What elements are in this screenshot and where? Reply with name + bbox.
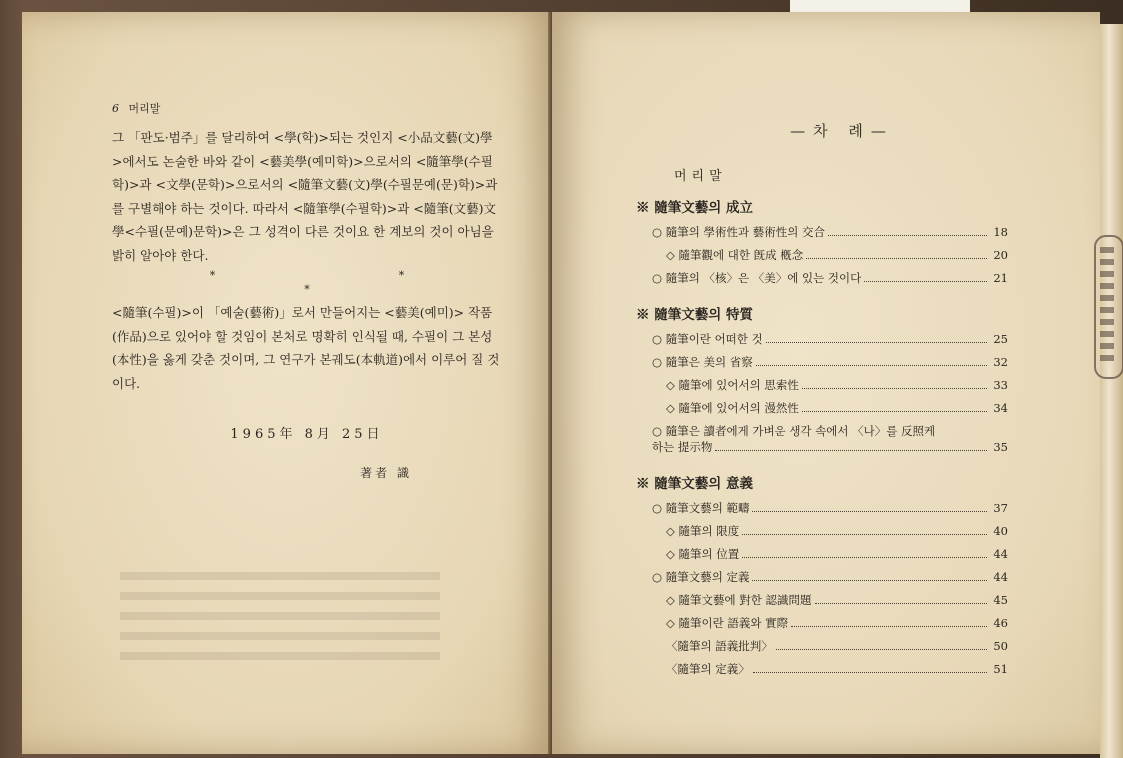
toc-entry-text: 隨筆文藝의 定義 — [665, 570, 750, 584]
toc-title: —차 례— — [790, 122, 894, 140]
toc-entry-label — [652, 500, 749, 516]
toc-page-number: 18 — [993, 225, 1008, 239]
dot-leader — [802, 388, 987, 389]
toc-entry-text: 隨筆이란 語義와 實際 — [678, 616, 789, 630]
bullet-marker: ◇ — [666, 378, 675, 392]
toc-entry-label — [652, 569, 749, 585]
section-separator: * * * — [209, 269, 495, 296]
dot-leader — [776, 649, 987, 650]
toc-entry-label — [666, 523, 739, 539]
dot-leader — [802, 411, 987, 412]
toc-entry-label — [652, 270, 861, 286]
toc-entry[interactable] — [636, 615, 1008, 638]
toc-page-number: 40 — [993, 524, 1008, 538]
toc-entry-text: 隨筆觀에 대한 旣成 槪念 — [678, 248, 804, 262]
toc-entry-text: 隨筆의 限度 — [678, 524, 740, 538]
toc-page-number: 21 — [993, 271, 1008, 285]
page-number: 6 — [112, 102, 119, 115]
toc-page-number: 44 — [993, 570, 1008, 584]
toc-entry-text: 〈隨筆의 語義批判〉 — [666, 639, 773, 653]
toc-section-heading: ※ 隨筆文藝의 特質 — [636, 307, 753, 323]
left-page-text — [112, 100, 502, 481]
table-of-contents — [636, 120, 1008, 684]
toc-entry-text: 隨筆의 學術性과 藝術性의 交合 — [665, 225, 825, 239]
toc-sections — [636, 196, 1008, 684]
running-head: 머리말 — [128, 102, 161, 115]
dot-leader — [752, 511, 987, 512]
bullet-marker: ◇ — [666, 401, 675, 415]
bullet-marker: ◇ — [666, 524, 675, 538]
dot-leader — [756, 365, 987, 366]
toc-entry[interactable] — [636, 270, 1008, 293]
toc-entry-text: 隨筆文藝의 範疇 — [665, 501, 750, 515]
dot-leader — [742, 534, 987, 535]
toc-section-heading: ※ 隨筆文藝의 成立 — [636, 200, 753, 216]
bullet-marker: ○ — [652, 501, 663, 515]
toc-entry[interactable] — [636, 661, 1008, 684]
bullet-marker: ◇ — [666, 547, 675, 561]
toc-entry[interactable] — [636, 400, 1008, 423]
toc-entry-text: 〈隨筆의 定義〉 — [666, 662, 750, 676]
toc-entry-text: 隨筆은 讀者에게 가벼운 생각 속에서 〈나〉를 反照케 — [665, 424, 936, 438]
toc-entry-label — [652, 354, 753, 370]
toc-page-number: 25 — [993, 332, 1008, 346]
paragraph-1: 그 「판도·범주」를 달리하여 <學(학)>되는 것인지 <小品文藝(文)學>에서도 논술한 바와 같이 <藝美學(예미학)>으로서의 <隨筆學(수필학)>과 <文學(문학)>으로서의 <隨筆文藝(文)學(수필문예(문)학)>과를 구별해야 하는 것이다. 따라서 <隨筆學(수필학)>과 <隨筆(文藝)文學<수필(문예)문학)>은 그 성격이 다른 것이요 한 계보의 것이 아님을 밝히 알아야 한다. — [112, 130, 498, 263]
bullet-marker: ○ — [652, 570, 663, 584]
toc-entry-label — [652, 331, 763, 347]
toc-entry[interactable] — [636, 638, 1008, 661]
dot-leader — [791, 626, 987, 627]
toc-page-number: 51 — [993, 662, 1008, 676]
running-header — [112, 100, 502, 116]
toc-entry[interactable] — [636, 331, 1008, 354]
toc-page-number: 50 — [993, 639, 1008, 653]
toc-entry-text: 隨筆文藝에 對한 認識問題 — [678, 593, 812, 607]
toc-entry[interactable] — [636, 377, 1008, 400]
paragraph-2: <隨筆(수필)>이 「예술(藝術)」로서 만들어지는 <藝美(예미)> 작품(作品)으로 있어야 할 것임이 본처로 명확히 인식될 때, 수필이 그 본성(本性)을 옳게 갖춘 것이며, 그 연구가 본궤도(本軌道)에서 이루어 질 것이다. — [112, 305, 500, 391]
dot-leader — [766, 342, 987, 343]
toc-page-number: 20 — [993, 248, 1008, 262]
toc-page-number: 34 — [993, 401, 1008, 415]
toc-entry-label — [652, 224, 825, 240]
bullet-marker: ○ — [652, 225, 663, 239]
preface-date: 1965年 8月 25日 — [230, 427, 384, 442]
toc-entry-label — [666, 546, 739, 562]
dot-leader — [864, 281, 987, 282]
bullet-marker: ○ — [652, 271, 663, 285]
bullet-marker: ◇ — [666, 248, 675, 262]
toc-entry[interactable] — [636, 439, 1008, 462]
bullet-marker: ◇ — [666, 616, 675, 630]
toc-entry-text: 隨筆에 있어서의 漫然性 — [678, 401, 799, 415]
library-stamp-icon — [1094, 235, 1123, 379]
toc-entry-list — [636, 224, 1008, 293]
toc-page-number: 37 — [993, 501, 1008, 515]
toc-page-number: 44 — [993, 547, 1008, 561]
toc-entry-text: 隨筆이란 어떠한 것 — [665, 332, 763, 346]
toc-entry-line — [636, 423, 1008, 439]
toc-entry-text: 隨筆은 美의 省察 — [665, 355, 753, 369]
dot-leader — [806, 258, 987, 259]
toc-entry[interactable] — [636, 523, 1008, 546]
toc-entry[interactable] — [636, 354, 1008, 377]
bleed-through-shadow — [120, 560, 440, 680]
toc-entry-list — [636, 500, 1008, 684]
toc-entry-list — [636, 331, 1008, 462]
bullet-marker: ○ — [652, 332, 663, 346]
bullet-marker: ○ — [652, 424, 663, 438]
toc-entry-text: 隨筆에 있어서의 思索性 — [678, 378, 799, 392]
toc-entry-label — [666, 592, 812, 608]
toc-entry-label — [666, 638, 773, 654]
toc-preface: 머리말 — [674, 169, 727, 184]
dot-leader — [828, 235, 987, 236]
toc-entry[interactable] — [636, 500, 1008, 523]
dot-leader — [815, 603, 987, 604]
toc-entry-label — [666, 661, 750, 677]
toc-entry[interactable] — [636, 569, 1008, 592]
toc-page-number: 33 — [993, 378, 1008, 392]
bullet-marker: ○ — [652, 355, 663, 369]
toc-section-heading: ※ 隨筆文藝의 意義 — [636, 476, 753, 492]
toc-page-number: 46 — [993, 616, 1008, 630]
toc-entry-text: 隨筆의 〈核〉은 〈美〉에 있는 것이다 — [665, 271, 862, 285]
toc-entry[interactable] — [636, 247, 1008, 270]
dot-leader — [715, 450, 987, 451]
toc-entry[interactable] — [636, 546, 1008, 569]
toc-entry-label — [666, 247, 803, 263]
toc-entry[interactable] — [636, 592, 1008, 615]
toc-entry-continuation: 하는 提示物 — [652, 440, 713, 454]
toc-entry-label — [666, 377, 799, 393]
toc-page-number: 35 — [993, 440, 1008, 454]
dot-leader — [752, 580, 987, 581]
page-edges — [1100, 24, 1123, 758]
toc-entry-label — [666, 400, 799, 416]
toc-page-number: 45 — [993, 593, 1008, 607]
dot-leader — [742, 557, 987, 558]
toc-entry-text: 隨筆의 位置 — [678, 547, 740, 561]
toc-entry-label — [666, 615, 788, 631]
toc-page-number: 32 — [993, 355, 1008, 369]
author-signature: 著者 識 — [360, 466, 412, 480]
toc-entry[interactable] — [636, 224, 1008, 247]
dot-leader — [753, 672, 987, 673]
bullet-marker: ◇ — [666, 593, 675, 607]
